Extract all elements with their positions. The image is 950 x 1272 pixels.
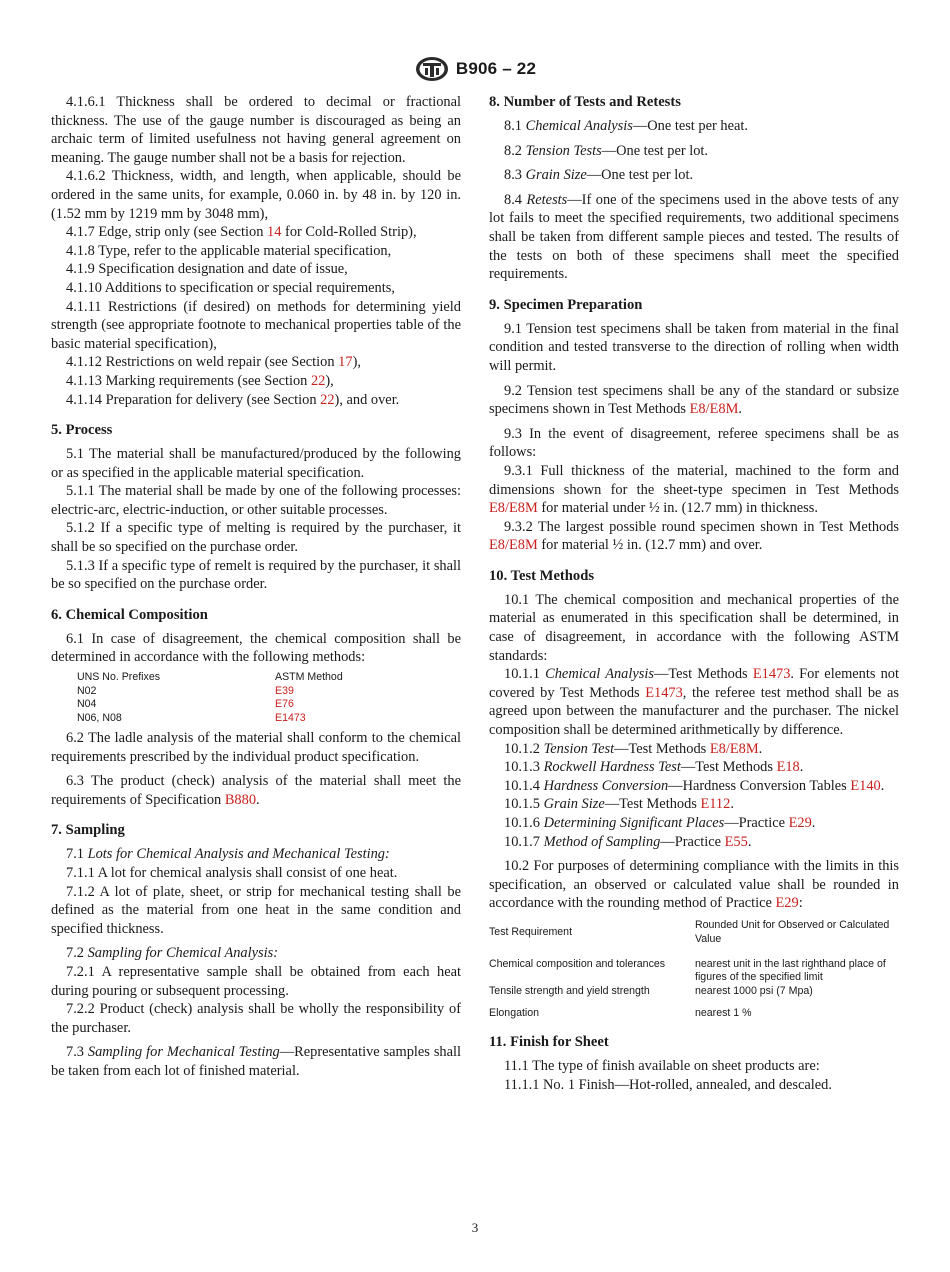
method-link-e1473[interactable]: E1473 bbox=[752, 666, 791, 683]
para-7-2: 7.2 Sampling for Chemical Analysis: bbox=[66, 945, 278, 962]
table-header-cell: ASTM Method bbox=[275, 671, 343, 684]
section-link-22[interactable]: 22 bbox=[320, 391, 335, 408]
para-5-1-3: 5.1.3 If a specific type of remelt is required by the purchaser, it shall be so specified on the purchase order. bbox=[51, 557, 461, 593]
para-10-1-4: 10.1.4 Hardness Conversion—Hardness Conversion Tables E140. bbox=[504, 777, 885, 794]
para-11-1: 11.1 The type of finish available on sheet products are: bbox=[504, 1057, 820, 1074]
para-7-1-2: 7.1.2 A lot of plate, sheet, or strip for mechanical testing shall be defined as the material from one heat in the same condition and specified thickness. bbox=[51, 883, 461, 937]
para-10-1-5: 10.1.5 Grain Size—Test Methods E112. bbox=[504, 796, 734, 813]
para-4-1-10: 4.1.10 Additions to specification or special requirements, bbox=[66, 279, 395, 296]
method-link-e39[interactable]: E39 bbox=[275, 684, 294, 697]
table-header-cell: Test Requirement bbox=[489, 926, 573, 939]
table-header-cell: UNS No. Prefixes bbox=[77, 671, 161, 684]
table-cell: nearest unit in the last righthand place of figures of the specified limit bbox=[695, 957, 886, 984]
method-link-e8-e8m[interactable]: E8/E8M bbox=[489, 500, 538, 517]
para-10-1-2: 10.1.2 Tension Test—Test Methods E8/E8M. bbox=[504, 740, 763, 757]
para-5-1: 5.1 The material shall be manufactured/produced by the following or as specified in the applicable material specification. bbox=[51, 446, 461, 481]
page-header bbox=[0, 56, 950, 82]
para-6-3: 6.3 The product (check) analysis of the material shall meet the requirements of Specification B880. bbox=[51, 773, 461, 808]
section-link-17[interactable]: 17 bbox=[338, 354, 353, 371]
method-link-e8-e8m[interactable]: E8/E8M bbox=[709, 740, 759, 757]
para-8-2: 8.2 Tension Tests—One test per lot. bbox=[504, 142, 709, 159]
para-9-1: 9.1 Tension test specimens shall be taken from material in the final condition and tested transverse to the direction of rolling when width will permit. bbox=[489, 320, 899, 374]
para-8-4: 8.4 Retests—If one of the specimens used in the above tests of any lot fails to meet the specified requirements, two additional specimens shall be taken from different sample pieces and tested. The results of the tests on both of these specimens shall meet the specified requirements. bbox=[489, 191, 899, 283]
para-8-3: 8.3 Grain Size—One test per lot. bbox=[504, 167, 694, 184]
para-7-2-1: 7.2.1 A representative sample shall be obtained from each heat during pouring or subsequent processing. bbox=[51, 963, 461, 999]
para-4-1-9: 4.1.9 Specification designation and date of issue, bbox=[66, 261, 348, 278]
para-10-1-3: 10.1.3 Rockwell Hardness Test—Test Methods E18. bbox=[504, 759, 804, 776]
left-column bbox=[51, 93, 461, 1081]
para-4-1-12: 4.1.12 Restrictions on weld repair (see Section 17), bbox=[66, 354, 361, 371]
para-10-1-1: 10.1.1 Chemical Analysis—Test Methods E1473. For elements not covered by Test Methods E1473, the referee test method shall be as agreed upon between the manufacturer and the purchaser. The nickel composition shall be determined arithmetically by difference. bbox=[489, 666, 900, 739]
para-9-3: 9.3 In the event of disagreement, referee specimens shall be as follows: bbox=[489, 425, 899, 461]
table-row bbox=[77, 685, 343, 699]
table-row bbox=[489, 949, 899, 985]
para-8-1: 8.1 Chemical Analysis—One test per heat. bbox=[504, 118, 748, 134]
table-row bbox=[489, 998, 899, 1021]
para-4-1-6-2: 4.1.6.2 Thickness, width, and length, when applicable, should be ordered in the same units, for example, 0.060 in. by 48 in. by 120 in. (1.52 mm by 1219 mm by 3048 mm), bbox=[51, 168, 461, 222]
spec-link-b880[interactable]: B880 bbox=[224, 791, 257, 808]
practice-link-e29[interactable]: E29 bbox=[788, 815, 812, 831]
para-10-1: 10.1 The chemical composition and mechanical properties of the material as enumerated in this specification shall be determined, in case of disagreement, in accordance with the following ASTM standards: bbox=[489, 591, 899, 664]
method-link-e18[interactable]: E18 bbox=[776, 759, 800, 776]
para-4-1-8: 4.1.8 Type, refer to the applicable material specification, bbox=[66, 242, 392, 259]
para-10-2: 10.2 For purposes of determining compliance with the limits in this specification, an observed or calculated value shall be rounded in accordance with the rounding method of Practice E29: bbox=[489, 858, 899, 912]
practice-link-e29[interactable]: E29 bbox=[775, 895, 799, 912]
para-4-1-14: 4.1.14 Preparation for delivery (see Section 22), and over. bbox=[66, 391, 400, 408]
table-header-row bbox=[489, 917, 899, 949]
table-header-row bbox=[77, 671, 343, 685]
section-heading-9: 9. Specimen Preparation bbox=[489, 296, 643, 313]
table-header-cell: Rounded Unit for Observed or Calculated Value bbox=[695, 919, 890, 945]
para-9-2: 9.2 Tension test specimens shall be any of the standard or subsize specimens shown in Test Methods E8/E8M. bbox=[489, 382, 899, 418]
para-11-1-1: 11.1.1 No. 1 Finish—Hot-rolled, annealed, and descaled. bbox=[504, 1076, 832, 1093]
method-link-e1473[interactable]: E1473 bbox=[645, 684, 683, 701]
table-cell: Tensile strength and yield strength bbox=[489, 984, 650, 997]
section-heading-5: 5. Process bbox=[51, 422, 113, 439]
section-link-22[interactable]: 22 bbox=[310, 372, 326, 389]
para-4-1-6-1: 4.1.6.1 Thickness shall be ordered to decimal or fractional thickness. The use of the gauge number is discouraged as being an archaic term of limited usefulness not having general agreement on meaning. The gauge number shall not be a basis for rejection. bbox=[51, 94, 461, 166]
para-10-1-6: 10.1.6 Determining Significant Places—Practice E29. bbox=[504, 815, 816, 831]
method-link-e1473[interactable]: E1473 bbox=[275, 711, 306, 724]
para-7-2-2: 7.2.2 Product (check) analysis shall be wholly the responsibility of the purchaser. bbox=[51, 1001, 461, 1036]
para-6-2: 6.2 The ladle analysis of the material shall conform to the chemical requirements prescribed by the individual product specification. bbox=[51, 730, 461, 765]
para-7-1-1: 7.1.1 A lot for chemical analysis shall consist of one heat. bbox=[66, 865, 398, 881]
method-link-e112[interactable]: E112 bbox=[700, 796, 731, 813]
para-5-1-2: 5.1.2 If a specific type of melting is required by the purchaser, it shall be so specified on the purchase order. bbox=[51, 520, 461, 556]
method-link-e8-e8m[interactable]: E8/E8M bbox=[489, 537, 538, 554]
para-9-3-2: 9.3.2 The largest possible round specimen shown in Test Methods E8/E8M for material ½ in. (12.7 mm) and over. bbox=[489, 518, 899, 554]
method-link-e140[interactable]: E140 bbox=[850, 777, 881, 794]
para-10-1-7: 10.1.7 Method of Sampling—Practice E55. bbox=[504, 833, 752, 850]
table-cell: Elongation bbox=[489, 1007, 540, 1020]
table-cell: N06, N08 bbox=[77, 711, 122, 724]
section-heading-6: 6. Chemical Composition bbox=[51, 606, 208, 623]
section-heading-11: 11. Finish for Sheet bbox=[489, 1033, 609, 1050]
table-cell: nearest 1000 psi (7 Mpa) bbox=[695, 984, 813, 997]
para-4-1-11: 4.1.11 Restrictions (if desired) on methods for determining yield strength (see appropriate footnote to mechanical properties table of the basic material specification), bbox=[51, 298, 461, 352]
method-link-e8-e8m[interactable]: E8/E8M bbox=[689, 401, 739, 418]
section-heading-8: 8. Number of Tests and Retests bbox=[489, 94, 681, 110]
section-link-14[interactable]: 14 bbox=[267, 224, 282, 241]
table-row bbox=[77, 712, 343, 726]
section-heading-7: 7. Sampling bbox=[51, 822, 125, 839]
para-5-1-1: 5.1.1 The material shall be made by one of the following processes: electric-arc, electric-induction, or other suitable processes. bbox=[51, 483, 461, 518]
practice-link-e55[interactable]: E55 bbox=[724, 833, 748, 850]
rounding-table bbox=[489, 917, 899, 1021]
table-row bbox=[77, 698, 343, 712]
standard-designation: B906 – 22 bbox=[455, 59, 537, 78]
table-row bbox=[489, 985, 899, 999]
para-7-3: 7.3 Sampling for Mechanical Testing—Representative samples shall be taken from each lot of finished material. bbox=[51, 1044, 461, 1079]
section-heading-10: 10. Test Methods bbox=[489, 567, 595, 584]
para-6-1: 6.1 In case of disagreement, the chemical composition shall be determined in accordance with the following methods: bbox=[51, 630, 461, 666]
astm-logo-icon bbox=[414, 56, 450, 82]
table-cell: nearest 1 % bbox=[695, 1007, 752, 1020]
table-cell: N02 bbox=[77, 684, 97, 697]
para-4-1-7: 4.1.7 Edge, strip only (see Section 14 for Cold-Rolled Strip), bbox=[66, 224, 417, 241]
uns-method-table bbox=[77, 671, 343, 725]
method-link-e76[interactable]: E76 bbox=[275, 698, 294, 711]
table-cell: N04 bbox=[77, 698, 97, 711]
para-9-3-1: 9.3.1 Full thickness of the material, machined to the form and dimensions shown for the sheet-type specimen in Test Methods E8/E8M for material under ½ in. (12.7 mm) in thickness. bbox=[489, 462, 899, 517]
page-number: 3 bbox=[471, 1220, 479, 1235]
para-7-1: 7.1 Lots for Chemical Analysis and Mechanical Testing: bbox=[66, 846, 390, 863]
table-cell: Chemical composition and tolerances bbox=[489, 957, 666, 970]
right-column bbox=[489, 93, 899, 1094]
para-4-1-13: 4.1.13 Marking requirements (see Section 22), bbox=[66, 372, 334, 389]
